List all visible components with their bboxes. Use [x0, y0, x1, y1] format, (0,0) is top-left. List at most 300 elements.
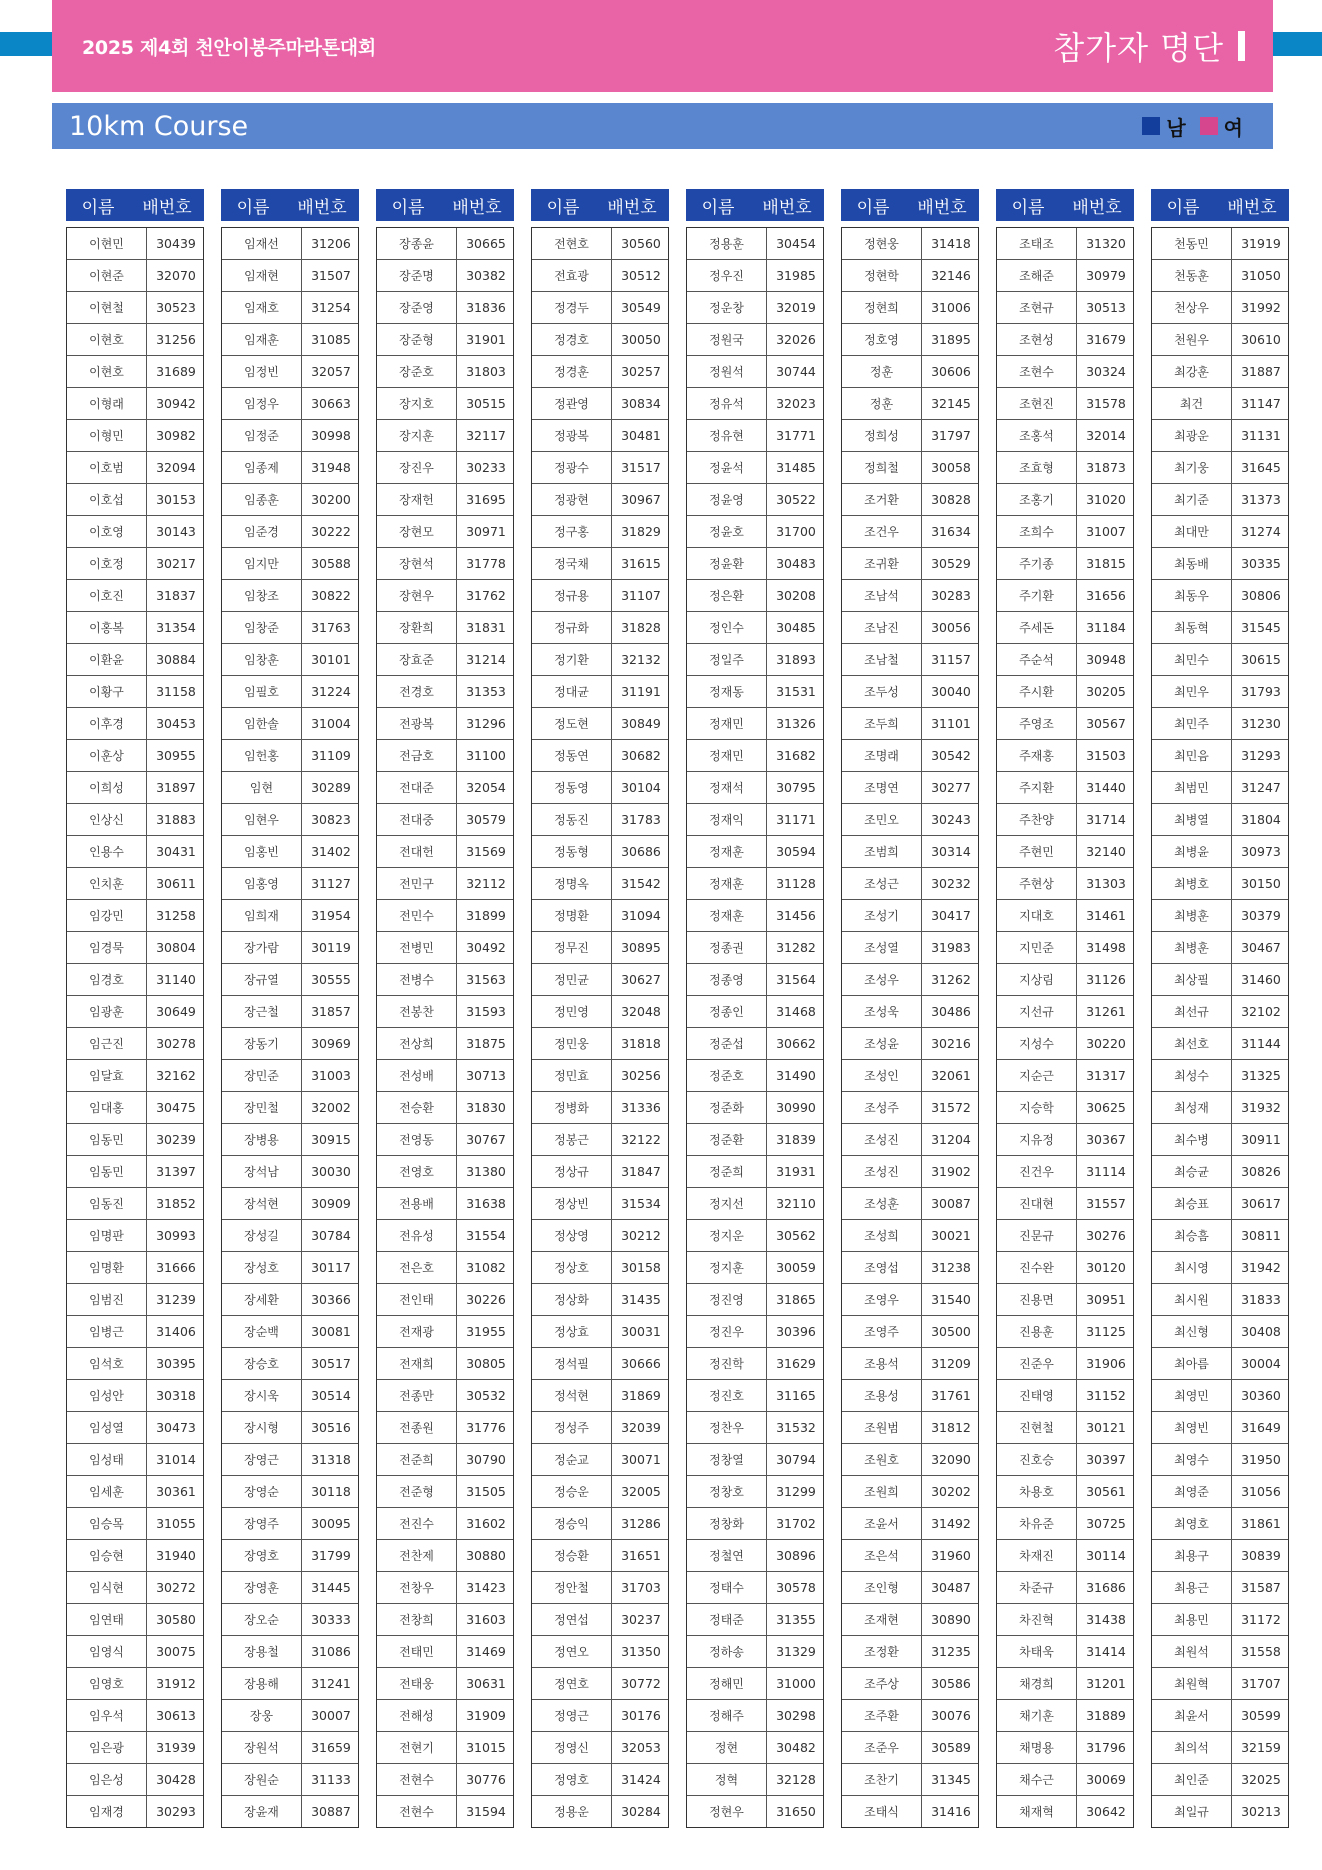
participant-bib: 30205	[1086, 684, 1126, 699]
participant-row	[687, 1603, 823, 1635]
participant-row	[67, 707, 203, 739]
participant-bib: 30076	[931, 1708, 971, 1723]
participant-row	[842, 1699, 978, 1731]
participant-name: 정희성	[842, 420, 922, 451]
participant-name: 전대중	[377, 804, 457, 835]
participant-bib: 31015	[466, 1740, 506, 1755]
participant-row	[222, 675, 358, 707]
participant-name: 전병민	[377, 932, 457, 963]
participant-row	[1152, 1251, 1288, 1283]
participant-bib: 30767	[466, 1132, 506, 1147]
participant-row	[1152, 515, 1288, 547]
participant-name: 조성희	[842, 1220, 922, 1251]
participant-row	[222, 1251, 358, 1283]
participant-bib: 31336	[621, 1100, 661, 1115]
participant-bib: 31326	[776, 716, 816, 731]
participant-name: 임현	[222, 772, 302, 803]
participant-bib: 31629	[776, 1356, 816, 1371]
participant-name: 전병수	[377, 964, 457, 995]
participant-row	[842, 707, 978, 739]
participant-bib: 30811	[1241, 1228, 1281, 1243]
participant-row	[1152, 707, 1288, 739]
participant-bib: 30216	[931, 1036, 971, 1051]
participant-name: 조현규	[997, 292, 1077, 323]
participant-row	[532, 1059, 668, 1091]
participant-row	[997, 1283, 1133, 1315]
participant-bib: 31020	[1086, 492, 1126, 507]
participant-bib: 30202	[931, 1484, 971, 1499]
participant-row	[67, 1795, 203, 1827]
participant-name: 조성윤	[842, 1028, 922, 1059]
participant-row	[842, 1027, 978, 1059]
participant-row	[222, 1731, 358, 1763]
participant-name: 정관영	[532, 388, 612, 419]
participant-name: 전태민	[377, 1636, 457, 1667]
participant-bib: 31829	[621, 524, 661, 539]
participant-row	[997, 1475, 1133, 1507]
participant-row	[222, 1763, 358, 1795]
participant-name: 정규용	[532, 580, 612, 611]
participant-name: 최민수	[1152, 644, 1232, 675]
participant-name: 임한솔	[222, 708, 302, 739]
participant-bib: 31214	[466, 652, 506, 667]
participant-name: 전종원	[377, 1412, 457, 1443]
participant-row	[532, 451, 668, 483]
participant-name: 최기준	[1152, 484, 1232, 515]
participant-bib: 31875	[466, 1036, 506, 1051]
participant-bib: 31873	[1086, 460, 1126, 475]
participant-bib: 31554	[466, 1228, 506, 1243]
page-title-group	[1053, 23, 1245, 69]
participant-bib: 31406	[156, 1324, 196, 1339]
participant-bib: 31578	[1086, 396, 1126, 411]
participant-bib: 31797	[931, 428, 971, 443]
participant-name: 조홍석	[997, 420, 1077, 451]
participant-bib: 31082	[466, 1260, 506, 1275]
participant-bib: 30239	[156, 1132, 196, 1147]
participant-name: 조남석	[842, 580, 922, 611]
participant-bib: 31209	[931, 1356, 971, 1371]
participant-bib: 31056	[1241, 1484, 1281, 1499]
participant-table	[686, 227, 824, 1828]
participant-bib: 30998	[311, 428, 351, 443]
participant-bib: 31000	[776, 1676, 816, 1691]
participant-bib: 31247	[1241, 780, 1281, 795]
participant-row	[842, 995, 978, 1027]
participant-name: 장환희	[377, 612, 457, 643]
participant-name: 최시원	[1152, 1284, 1232, 1315]
participant-row	[222, 1699, 358, 1731]
participant-bib: 31256	[156, 332, 196, 347]
participant-row	[67, 1027, 203, 1059]
participant-name: 주시환	[997, 676, 1077, 707]
participant-row	[687, 1219, 823, 1251]
participant-row	[532, 1507, 668, 1539]
participant-name: 임광훈	[67, 996, 147, 1027]
participant-bib: 30990	[776, 1100, 816, 1115]
participant-name: 최성재	[1152, 1092, 1232, 1123]
participant-bib: 31818	[621, 1036, 661, 1051]
participant-name: 전금호	[377, 740, 457, 771]
column-header-name: 이름	[81, 197, 115, 218]
participant-name: 조성욱	[842, 996, 922, 1027]
participant-row	[1152, 1731, 1288, 1763]
participant-row	[377, 1379, 513, 1411]
participant-bib: 30217	[156, 556, 196, 571]
participant-bib: 30666	[621, 1356, 661, 1371]
column-header-bib: 배번호	[917, 197, 967, 218]
participant-row	[687, 995, 823, 1027]
participant-bib: 30395	[156, 1356, 196, 1371]
participant-bib: 30408	[1241, 1324, 1281, 1339]
participant-name: 임연태	[67, 1604, 147, 1635]
participant-bib: 31325	[1241, 1068, 1281, 1083]
participant-row	[222, 1795, 358, 1827]
column-header-name: 이름	[1166, 197, 1200, 218]
participant-bib: 30686	[621, 844, 661, 859]
participant-row	[222, 771, 358, 803]
participant-row	[997, 1699, 1133, 1731]
participant-name: 정준환	[687, 1124, 767, 1155]
participant-name: 조태식	[842, 1796, 922, 1827]
participant-bib: 30982	[156, 428, 196, 443]
participant-bib: 31531	[776, 684, 816, 699]
participant-name: 장성호	[222, 1252, 302, 1283]
participant-name: 장순백	[222, 1316, 302, 1347]
participant-name: 채명용	[997, 1732, 1077, 1763]
participant-row	[377, 1123, 513, 1155]
participant-row	[842, 1347, 978, 1379]
participant-name: 정경두	[532, 292, 612, 323]
participant-name: 정혁	[687, 1764, 767, 1795]
participant-bib: 30232	[931, 876, 971, 891]
participant-name: 주지환	[997, 772, 1077, 803]
participant-bib: 31651	[621, 1548, 661, 1563]
participant-name: 장승호	[222, 1348, 302, 1379]
course-bar	[52, 103, 1273, 149]
participant-bib: 31955	[466, 1324, 506, 1339]
participant-row	[222, 995, 358, 1027]
participant-name: 최광운	[1152, 420, 1232, 451]
participant-name: 정인수	[687, 612, 767, 643]
participant-name: 정종영	[687, 964, 767, 995]
participant-row	[532, 1155, 668, 1187]
participant-row	[687, 899, 823, 931]
participant-row	[1152, 1539, 1288, 1571]
participant-name: 임식현	[67, 1572, 147, 1603]
participant-name: 최승균	[1152, 1156, 1232, 1187]
participant-bib: 30050	[621, 332, 661, 347]
participant-row	[67, 387, 203, 419]
participant-name: 조인형	[842, 1572, 922, 1603]
participant-row	[377, 1795, 513, 1827]
participant-bib: 30059	[776, 1260, 816, 1275]
participant-name: 정철연	[687, 1540, 767, 1571]
participant-name: 조영주	[842, 1316, 922, 1347]
participant-row	[842, 1667, 978, 1699]
participant-row	[997, 771, 1133, 803]
participant-row	[1152, 1059, 1288, 1091]
participant-name: 진현철	[997, 1412, 1077, 1443]
participant-bib: 31303	[1086, 876, 1126, 891]
participant-row	[532, 1347, 668, 1379]
participant-row	[222, 835, 358, 867]
participant-bib: 31414	[1086, 1644, 1126, 1659]
participant-name: 정종인	[687, 996, 767, 1027]
participant-bib: 31127	[311, 876, 351, 891]
participant-name: 주순석	[997, 644, 1077, 675]
participant-row	[532, 1475, 668, 1507]
participant-row	[67, 355, 203, 387]
participant-bib: 31114	[1086, 1164, 1126, 1179]
participant-row	[1152, 1091, 1288, 1123]
participant-bib: 31852	[156, 1196, 196, 1211]
participant-row	[687, 1699, 823, 1731]
participant-name: 조명래	[842, 740, 922, 771]
participant-bib: 30588	[311, 556, 351, 571]
participant-bib: 32110	[776, 1196, 816, 1211]
column-header-bib: 배번호	[762, 197, 812, 218]
participant-bib: 30611	[156, 876, 196, 891]
participant-row	[842, 355, 978, 387]
participant-name: 최상필	[1152, 964, 1232, 995]
participant-bib: 30069	[1086, 1772, 1126, 1787]
participant-name: 장병용	[222, 1124, 302, 1155]
participant-name: 정성주	[532, 1412, 612, 1443]
participant-row	[997, 963, 1133, 995]
participant-name: 천동훈	[1152, 260, 1232, 291]
participant-bib: 30627	[621, 972, 661, 987]
participant-row	[532, 835, 668, 867]
participant-bib: 31572	[931, 1100, 971, 1115]
participant-name: 정준호	[687, 1060, 767, 1091]
participant-bib: 30454	[776, 236, 816, 251]
participant-row	[997, 1411, 1133, 1443]
participant-row	[532, 707, 668, 739]
participant-name: 정기환	[532, 644, 612, 675]
participant-name: 조영우	[842, 1284, 922, 1315]
participant-row	[997, 1059, 1133, 1091]
participant-bib: 31762	[466, 588, 506, 603]
participant-row	[997, 579, 1133, 611]
participant-row	[1152, 899, 1288, 931]
participant-row	[842, 1187, 978, 1219]
participant-name: 임대홍	[67, 1092, 147, 1123]
participant-row	[687, 1059, 823, 1091]
participant-bib: 31230	[1241, 716, 1281, 731]
participant-bib: 31847	[621, 1164, 661, 1179]
participant-name: 최민주	[1152, 708, 1232, 739]
participant-bib: 31293	[1241, 748, 1281, 763]
participant-row	[532, 1635, 668, 1667]
participant-row	[842, 451, 978, 483]
participant-name: 정승익	[532, 1508, 612, 1539]
participant-bib: 31126	[1086, 972, 1126, 987]
participant-bib: 31603	[466, 1612, 506, 1627]
participant-row	[67, 1635, 203, 1667]
participant-bib: 31992	[1241, 300, 1281, 315]
participant-bib: 31815	[1086, 556, 1126, 571]
participant-bib: 30222	[311, 524, 351, 539]
participant-name: 천동민	[1152, 228, 1232, 259]
participant-row	[1152, 1315, 1288, 1347]
participant-bib: 31909	[466, 1708, 506, 1723]
participant-row	[67, 1699, 203, 1731]
participant-table	[531, 227, 669, 1828]
participant-name: 최강훈	[1152, 356, 1232, 387]
participant-name: 지선규	[997, 996, 1077, 1027]
participant-name: 진용훈	[997, 1316, 1077, 1347]
participant-name: 최수병	[1152, 1124, 1232, 1155]
participant-name: 조남진	[842, 612, 922, 643]
participant-row	[532, 1283, 668, 1315]
participant-name: 장민준	[222, 1060, 302, 1091]
participant-bib: 30828	[931, 492, 971, 507]
participant-name: 진호승	[997, 1444, 1077, 1475]
participant-row	[1152, 1475, 1288, 1507]
participant-bib: 30948	[1086, 652, 1126, 667]
participant-name: 임희재	[222, 900, 302, 931]
participant-bib: 31634	[931, 524, 971, 539]
participant-bib: 30806	[1241, 588, 1281, 603]
participant-bib: 31714	[1086, 812, 1126, 827]
participant-row	[687, 611, 823, 643]
participant-name: 이환윤	[67, 644, 147, 675]
participant-bib: 31799	[311, 1548, 351, 1563]
participant-bib: 31833	[1241, 1292, 1281, 1307]
participant-bib: 31003	[311, 1068, 351, 1083]
participant-name: 최영준	[1152, 1476, 1232, 1507]
participant-row	[842, 1763, 978, 1795]
participant-bib: 31423	[466, 1580, 506, 1595]
participant-name: 최영민	[1152, 1380, 1232, 1411]
participant-name: 조민오	[842, 804, 922, 835]
participant-row	[997, 1539, 1133, 1571]
participant-bib: 30822	[311, 588, 351, 603]
participant-bib: 31418	[931, 236, 971, 251]
participant-bib: 31094	[621, 908, 661, 923]
participant-row	[842, 515, 978, 547]
participant-bib: 30283	[931, 588, 971, 603]
participant-bib: 30663	[311, 396, 351, 411]
participant-bib: 32039	[621, 1420, 661, 1435]
participant-name: 임세훈	[67, 1476, 147, 1507]
participant-name: 조성근	[842, 868, 922, 899]
participant-row	[997, 1027, 1133, 1059]
participant-row	[377, 1603, 513, 1635]
participant-bib: 30058	[931, 460, 971, 475]
participant-bib: 30613	[156, 1708, 196, 1723]
participant-row	[377, 1347, 513, 1379]
participant-bib: 31274	[1241, 524, 1281, 539]
participant-row	[842, 1539, 978, 1571]
participant-bib: 31602	[466, 1516, 506, 1531]
participant-name: 전민수	[377, 900, 457, 931]
participant-row	[1152, 1027, 1288, 1059]
participant-name: 전효광	[532, 260, 612, 291]
participant-row	[997, 1507, 1133, 1539]
participant-row	[532, 1027, 668, 1059]
participant-bib: 30834	[621, 396, 661, 411]
participant-bib: 30119	[311, 940, 351, 955]
participant-name: 진문규	[997, 1220, 1077, 1251]
participant-bib: 31204	[931, 1132, 971, 1147]
participant-row	[1152, 1219, 1288, 1251]
participant-name: 정유석	[687, 388, 767, 419]
participant-row	[997, 387, 1133, 419]
participant-row	[377, 387, 513, 419]
participant-row	[377, 1283, 513, 1315]
participant-bib: 31831	[466, 620, 506, 635]
participant-bib: 30492	[466, 940, 506, 955]
participant-bib: 31416	[931, 1804, 971, 1819]
participant-row	[687, 1443, 823, 1475]
participant-row	[687, 1507, 823, 1539]
participant-name: 지순근	[997, 1060, 1077, 1091]
participant-name: 인상신	[67, 804, 147, 835]
participant-row	[377, 1475, 513, 1507]
participant-bib: 30118	[311, 1484, 351, 1499]
participant-name: 최영호	[1152, 1508, 1232, 1539]
participant-bib: 30887	[311, 1804, 351, 1819]
participant-bib: 31184	[1086, 620, 1126, 635]
participant-name: 최신형	[1152, 1316, 1232, 1347]
participant-bib: 32145	[931, 396, 971, 411]
participant-row	[377, 835, 513, 867]
participant-bib: 30993	[156, 1228, 196, 1243]
participant-row	[842, 1411, 978, 1443]
participant-row	[377, 579, 513, 611]
participant-row	[222, 803, 358, 835]
participant-name: 최원혁	[1152, 1668, 1232, 1699]
participant-bib: 30284	[621, 1804, 661, 1819]
participant-row	[1152, 291, 1288, 323]
participant-name: 임창준	[222, 612, 302, 643]
participant-bib: 31125	[1086, 1324, 1126, 1339]
participant-name: 이현민	[67, 228, 147, 259]
participant-row	[842, 1635, 978, 1667]
participant-name: 지승학	[997, 1092, 1077, 1123]
participant-name: 임정우	[222, 388, 302, 419]
participant-bib: 32128	[776, 1772, 816, 1787]
participant-bib: 30257	[621, 364, 661, 379]
participant-bib: 31895	[931, 332, 971, 347]
column-header	[531, 189, 669, 221]
participant-row	[377, 1539, 513, 1571]
participant-name: 최민우	[1152, 676, 1232, 707]
participant-row	[997, 515, 1133, 547]
participant-name: 전유성	[377, 1220, 457, 1251]
participant-name: 주현민	[997, 836, 1077, 867]
participant-row	[1152, 1603, 1288, 1635]
participant-bib: 31086	[311, 1644, 351, 1659]
participant-row	[842, 387, 978, 419]
participant-bib: 30121	[1086, 1420, 1126, 1435]
participant-name: 전용배	[377, 1188, 457, 1219]
participant-row	[687, 1411, 823, 1443]
participant-row	[222, 611, 358, 643]
participant-bib: 31107	[621, 588, 661, 603]
participant-bib: 31286	[621, 1516, 661, 1531]
participant-name: 임승현	[67, 1540, 147, 1571]
participant-name: 정진호	[687, 1380, 767, 1411]
participant-name: 정준섭	[687, 1028, 767, 1059]
participant-name: 정동영	[532, 772, 612, 803]
participant-row	[687, 451, 823, 483]
participant-bib: 31424	[621, 1772, 661, 1787]
participant-row	[377, 291, 513, 323]
participant-row	[842, 835, 978, 867]
